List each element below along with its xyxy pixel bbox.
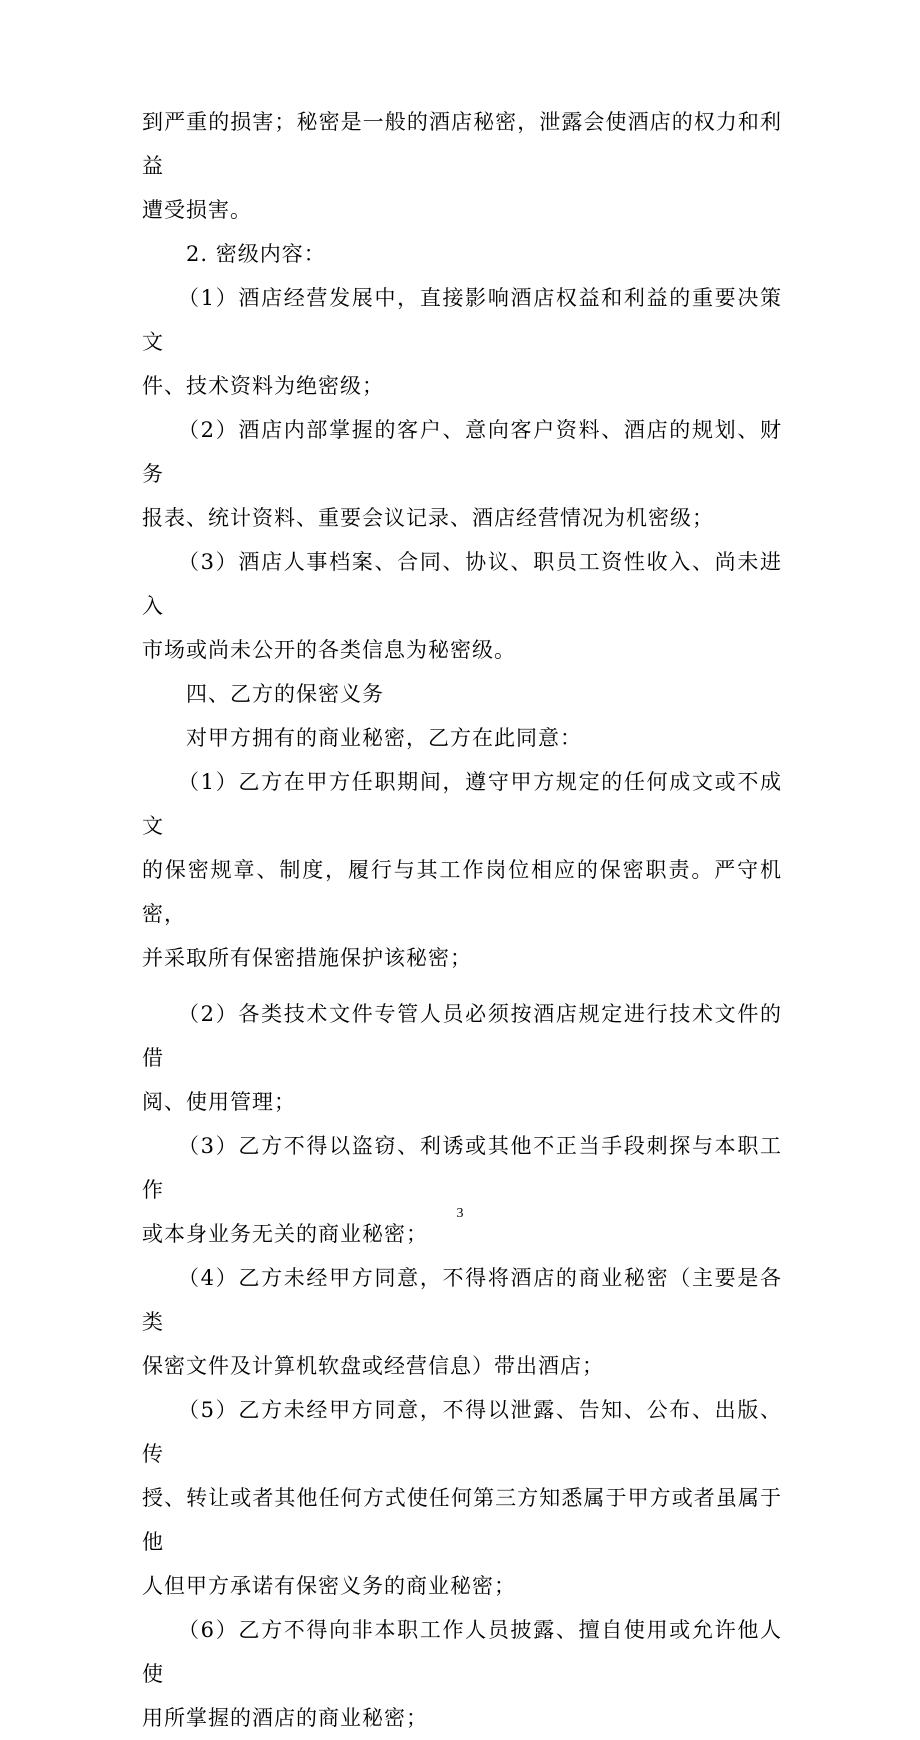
section-heading-secret-levels: 2. 密级内容： xyxy=(186,242,326,266)
list-item-obligation-1: （1）乙方在甲方任职期间，遵守甲方规定的任何成文或不成文 的保密规章、制度，履行与其工作岗位相应的保密职责。严守机密， 并采取所有保密措施保护该秘密； xyxy=(142,770,782,970)
list-item-top-secret: （1）酒店经营发展中，直接影响酒店权益和利益的重要决策文 件、技术资料为绝密级； xyxy=(142,286,782,398)
list-item-obligation-6: （6）乙方不得向非本职工作人员披露、擅自使用或允许他人使 用所掌握的酒店的商业秘密； xyxy=(142,1618,782,1730)
list-item-obligation-4: （4）乙方未经甲方同意，不得将酒店的商业秘密（主要是各类 保密文件及计算机软盘或经营信息）带出酒店； xyxy=(142,1266,782,1378)
paragraph-agreement-intro: 对甲方拥有的商业秘密，乙方在此同意： xyxy=(186,726,582,750)
document-body xyxy=(142,100,782,1740)
section-heading-obligations: 四、乙方的保密义务 xyxy=(186,682,384,706)
list-item-obligation-2: （2）各类技术文件专管人员必须按酒店规定进行技术文件的借 阅、使用管理； xyxy=(142,1002,782,1114)
paragraph-continuation: 到严重的损害；秘密是一般的酒店秘密，泄露会使酒店的权力和利益 遭受损害。 xyxy=(142,110,782,222)
list-item-obligation-3: （3）乙方不得以盗窃、利诱或其他不正当手段刺探与本职工作 或本身业务无关的商业秘密； xyxy=(142,1134,782,1246)
list-item-confidential: （2）酒店内部掌握的客户、意向客户资料、酒店的规划、财务 报表、统计资料、重要会议记录、酒店经营情况为机密级； xyxy=(142,418,782,530)
list-item-secret: （3）酒店人事档案、合同、协议、职员工资性收入、尚未进入 市场或尚未公开的各类信息为秘密级。 xyxy=(142,550,782,662)
list-item-obligation-5: （5）乙方未经甲方同意，不得以泄露、告知、公布、出版、传 授、转让或者其他任何方式使任何第三方知悉属于甲方或者虽属于他 人但甲方承诺有保密义务的商业秘密； xyxy=(142,1398,782,1598)
page-number: 3 xyxy=(456,1206,464,1221)
